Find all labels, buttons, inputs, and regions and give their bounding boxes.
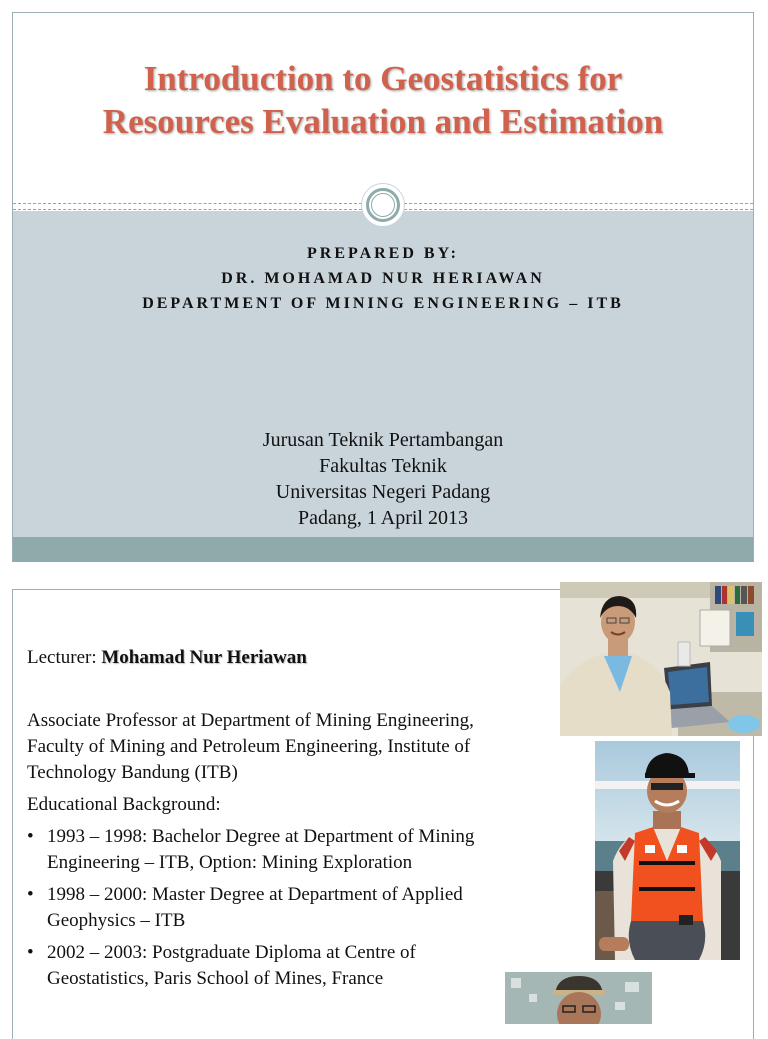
lecturer-label: Lecturer:: [27, 647, 97, 668]
prepared-by-block: [13, 241, 753, 316]
title-line-2: Resources Evaluation and Estimation: [102, 102, 664, 141]
date-line: Padang, 1 April 2013: [298, 507, 468, 529]
lecturer-position: Associate Professor at Department of Mining Engineering, Faculty of Mining and Petroleum Engineering, Institute of Technology Bandung (ITB): [27, 710, 474, 783]
bullet-icon: •: [27, 942, 34, 963]
slide-title: [13, 57, 753, 143]
institution-line: Fakultas Teknik: [319, 455, 447, 477]
institution-line: Universitas Negeri Padang: [275, 481, 491, 503]
author-department: DEPARTMENT OF MINING ENGINEERING – ITB: [142, 295, 624, 312]
lecturer-boat-photo: [595, 741, 740, 960]
list-item: • 2002 – 2003: Postgraduate Diploma at Centre of Geostatistics, Paris School of Mines, France: [27, 942, 416, 989]
education-list: [27, 824, 497, 998]
institution-line: Jurusan Teknik Pertambangan: [262, 429, 504, 451]
bullet-icon: •: [27, 884, 34, 905]
footer-band: [13, 537, 753, 562]
lecturer-office-photo: [560, 582, 762, 736]
lecturer-name: Mohamad Nur Heriawan: [101, 647, 307, 668]
title-line-1: Introduction to Geostatistics for: [143, 59, 623, 98]
institution-block: [13, 427, 753, 531]
education-heading: Educational Background:: [27, 794, 221, 815]
author-name: DR. MOHAMAD NUR HERIAWAN: [221, 270, 545, 287]
list-item: • 1993 – 1998: Bachelor Degree at Department of Mining Engineering – ITB, Option: Mining Exploration: [27, 826, 475, 873]
list-item: • 1998 – 2000: Master Degree at Department of Applied Geophysics – ITB: [27, 884, 463, 931]
circle-ornament-icon: [361, 183, 405, 227]
title-slide: [12, 12, 754, 562]
bullet-icon: •: [27, 826, 34, 847]
prepared-by-label: PREPARED BY:: [306, 245, 459, 262]
lecturer-line: [27, 645, 307, 671]
lecturer-portrait-photo: [505, 972, 652, 1024]
